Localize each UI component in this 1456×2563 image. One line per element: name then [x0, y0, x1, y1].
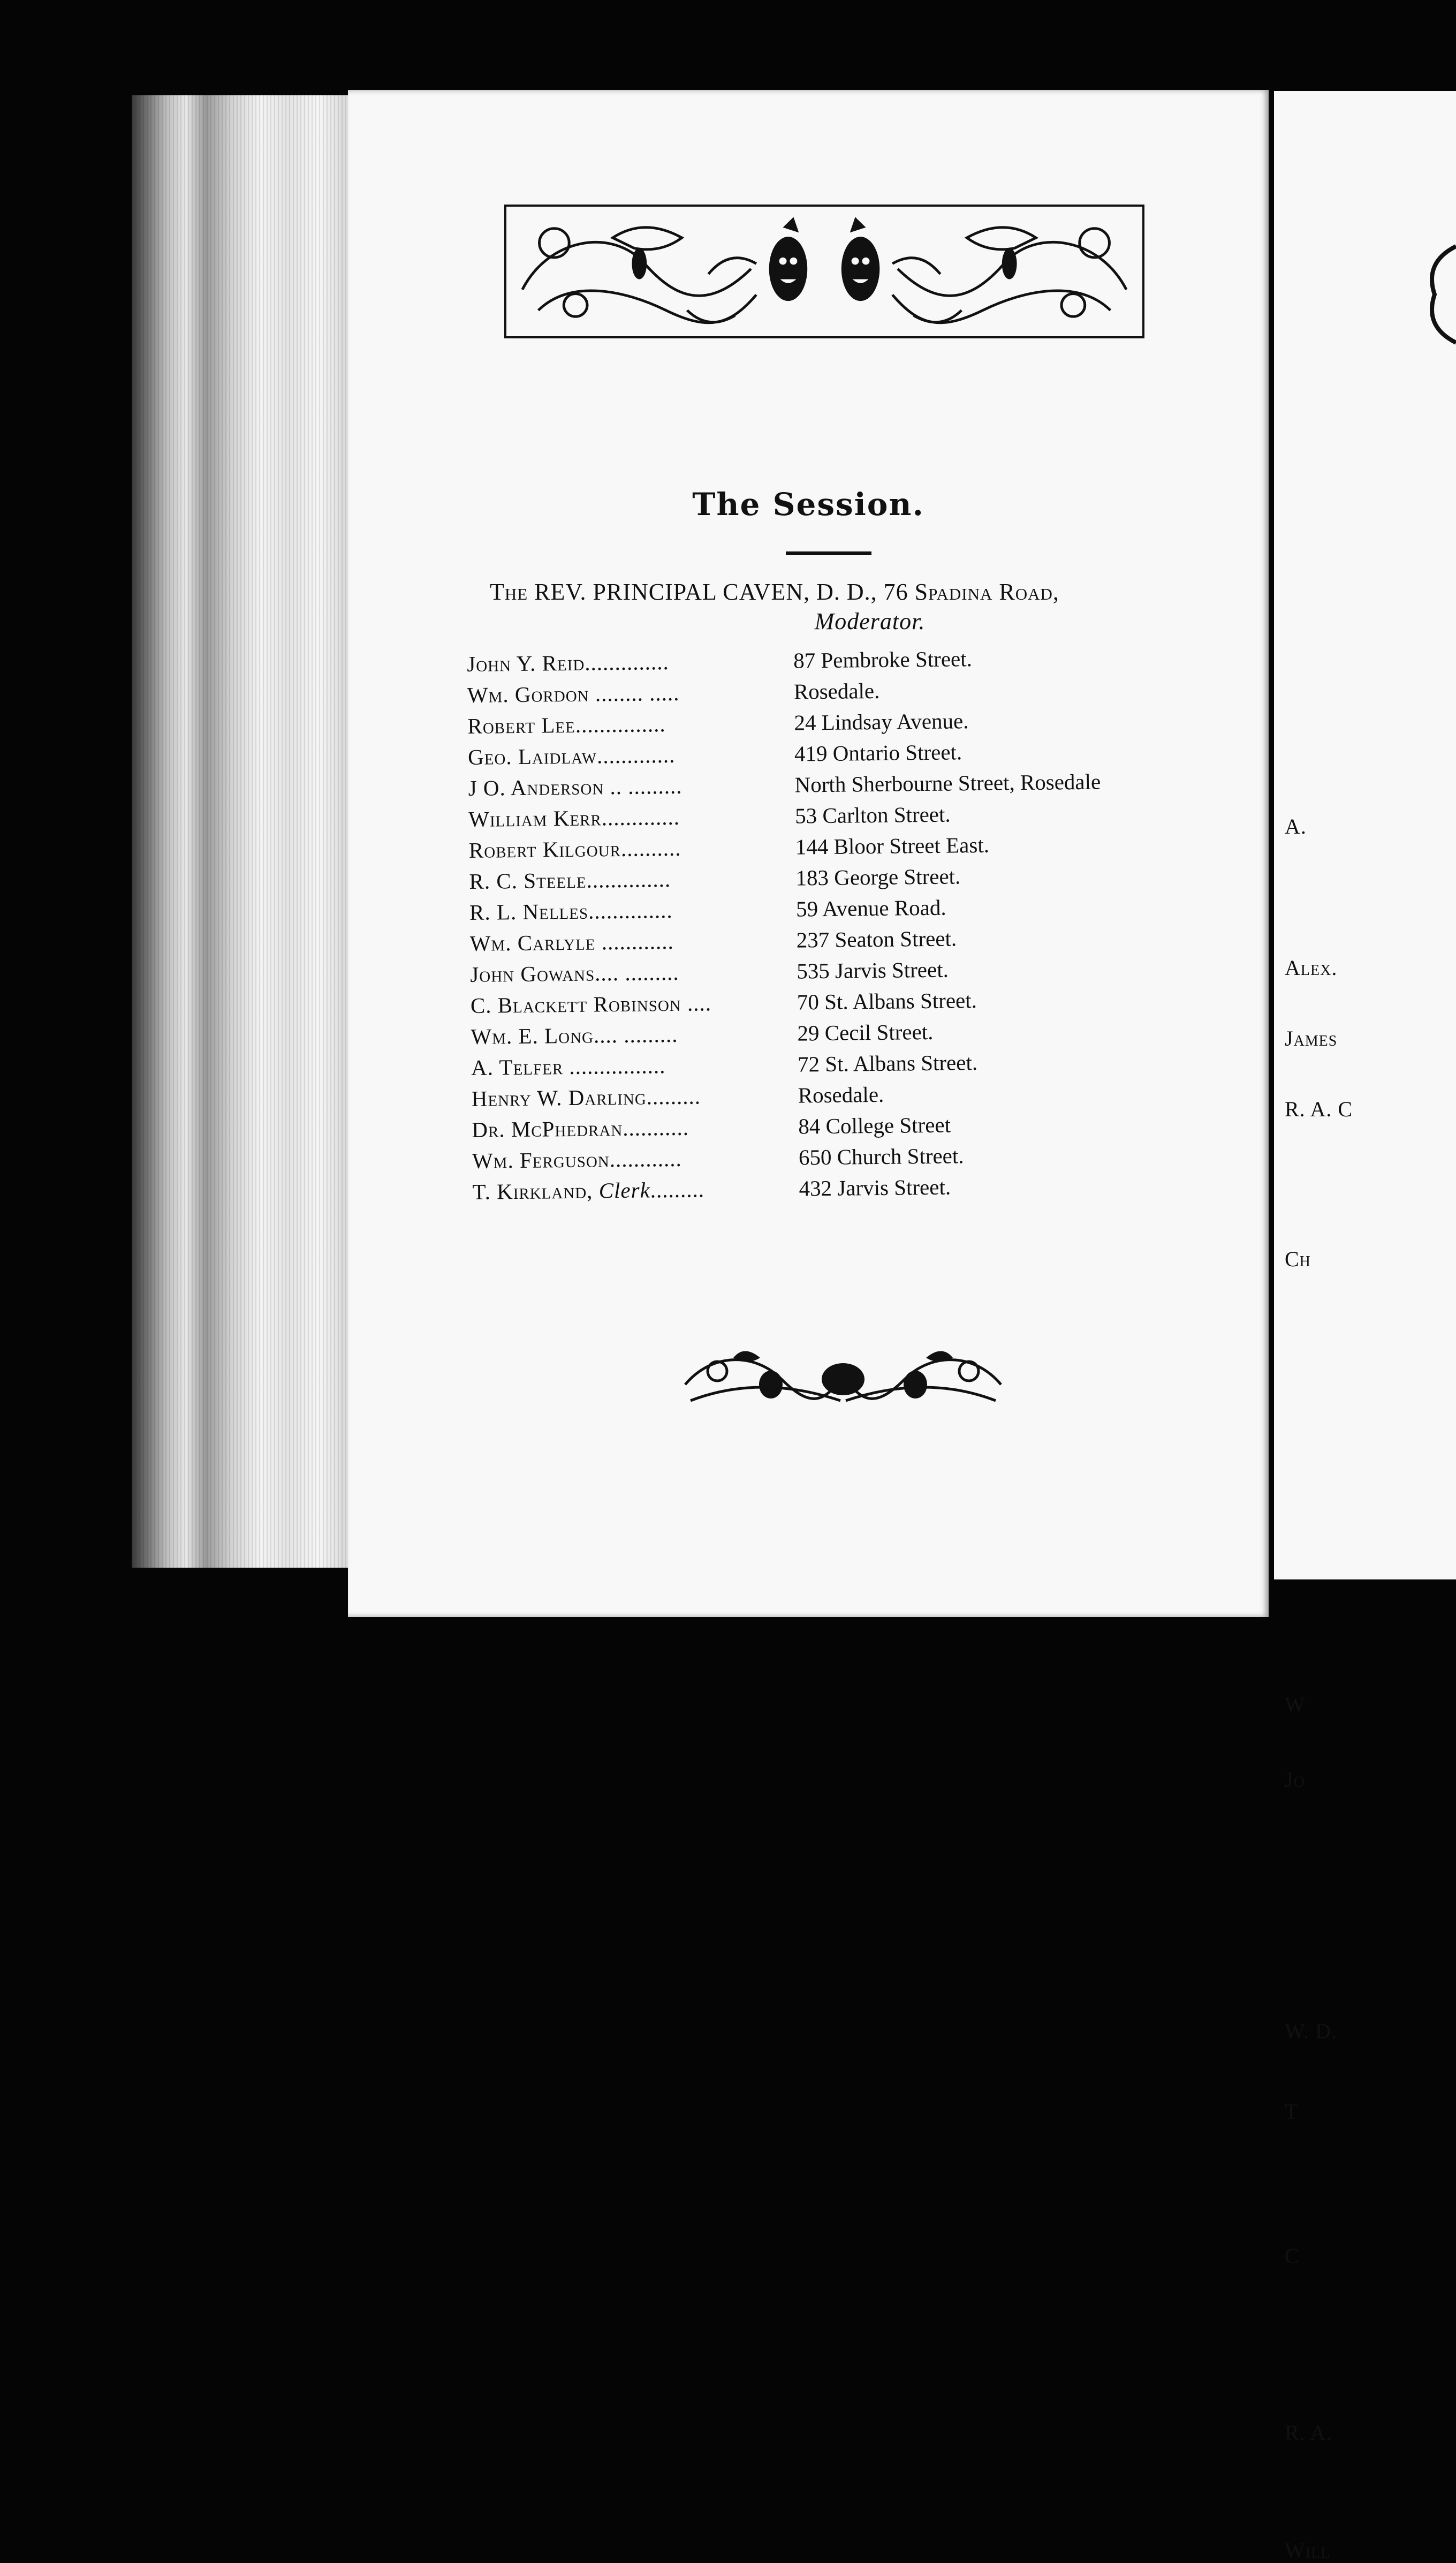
page-title: The Session. — [692, 486, 924, 523]
facing-text-fragment: A. — [1285, 814, 1307, 838]
member-name: William Kerr............. — [468, 804, 680, 831]
member-name: T. Kirkland, Clerk......... — [472, 1177, 705, 1204]
facing-text-fragment: T — [1285, 2099, 1299, 2123]
title-divider — [786, 551, 871, 555]
member-address: 144 Bloor Street East. — [795, 832, 990, 859]
member-name: John Gowans.... ......... — [470, 959, 679, 987]
ornamental-tailpiece — [680, 1342, 1006, 1411]
member-address: Rosedale. — [793, 678, 880, 704]
facing-text-fragment: R. A. — [1285, 2421, 1332, 2445]
member-name: Wm. Ferguson............ — [472, 1146, 682, 1173]
member-address: 72 St. Albans Street. — [797, 1050, 978, 1077]
member-name: Geo. Laidlaw............. — [467, 742, 676, 769]
member-name: Wm. E. Long.... ......... — [471, 1022, 678, 1049]
member-address: 535 Jarvis Street. — [797, 957, 949, 984]
member-name: John Y. Reid.............. — [467, 649, 669, 676]
member-address: 53 Carlton Street. — [795, 802, 951, 828]
member-name: Wm. Gordon ........ ..... — [467, 680, 680, 707]
member-name: J O. Anderson .. ......... — [468, 773, 682, 800]
member-address: 183 George Street. — [795, 864, 961, 890]
moderator-name: The REV. PRINCIPAL CAVEN, D. D., 76 Spadina Road, — [490, 579, 1059, 605]
member-address: 419 Ontario Street. — [794, 739, 962, 766]
member-address: 84 College Street — [798, 1112, 951, 1139]
facing-text-fragment: R. A. C — [1285, 1097, 1353, 1121]
facing-text-fragment: Jo — [1285, 1767, 1305, 1791]
member-address: 237 Seaton Street. — [796, 926, 957, 952]
member-name: Robert Kilgour.......... — [468, 835, 681, 863]
member-name: Henry W. Darling......... — [471, 1084, 701, 1111]
member-address: 70 St. Albans Street. — [797, 988, 977, 1015]
moderator-entry — [490, 578, 1239, 635]
member-address: 650 Church Street. — [798, 1143, 964, 1170]
facing-page — [1274, 91, 1456, 2562]
member-address: 29 Cecil Street. — [797, 1019, 934, 1046]
facing-text-fragment: C — [1285, 2244, 1300, 2268]
member-address: 432 Jarvis Street. — [799, 1174, 951, 1201]
member-address: 24 Lindsay Avenue. — [794, 708, 969, 735]
facing-text-fragment: W — [1285, 1692, 1306, 1717]
session-roster — [467, 643, 1265, 1210]
facing-text-fragment: Ch — [1285, 1247, 1311, 1271]
book-page — [348, 90, 1269, 1617]
facing-text-fragment: James — [1285, 1026, 1338, 1050]
page-edges — [132, 95, 378, 1568]
foliage-ornament-icon — [506, 207, 1142, 336]
foliage-ornament-icon — [680, 1342, 1006, 1411]
member-address: Rosedale. — [798, 1082, 884, 1108]
member-address: 87 Pembroke Street. — [793, 646, 973, 673]
member-address: North Sherbourne Street, Rosedale — [794, 769, 1101, 797]
ornament-icon — [1424, 241, 1456, 348]
member-name: Robert Lee............... — [467, 712, 666, 738]
member-name: Wm. Carlyle ............ — [469, 928, 674, 956]
member-name: R. L. Nelles.............. — [469, 898, 673, 925]
member-name: R. C. Steele.............. — [469, 867, 671, 894]
facing-text-fragment: W. D. — [1285, 2019, 1337, 2043]
member-address: 59 Avenue Road. — [795, 895, 946, 921]
member-name: Dr. McPhedran........... — [472, 1115, 689, 1142]
facing-text-fragment: Will — [1285, 2538, 1331, 2562]
facing-text-fragment: Alex. — [1285, 956, 1338, 980]
ornamental-headpiece — [504, 205, 1144, 338]
moderator-role: Moderator. — [814, 608, 926, 634]
member-name: C. Blackett Robinson .... — [470, 991, 712, 1018]
member-name: A. Telfer ................ — [471, 1053, 666, 1080]
